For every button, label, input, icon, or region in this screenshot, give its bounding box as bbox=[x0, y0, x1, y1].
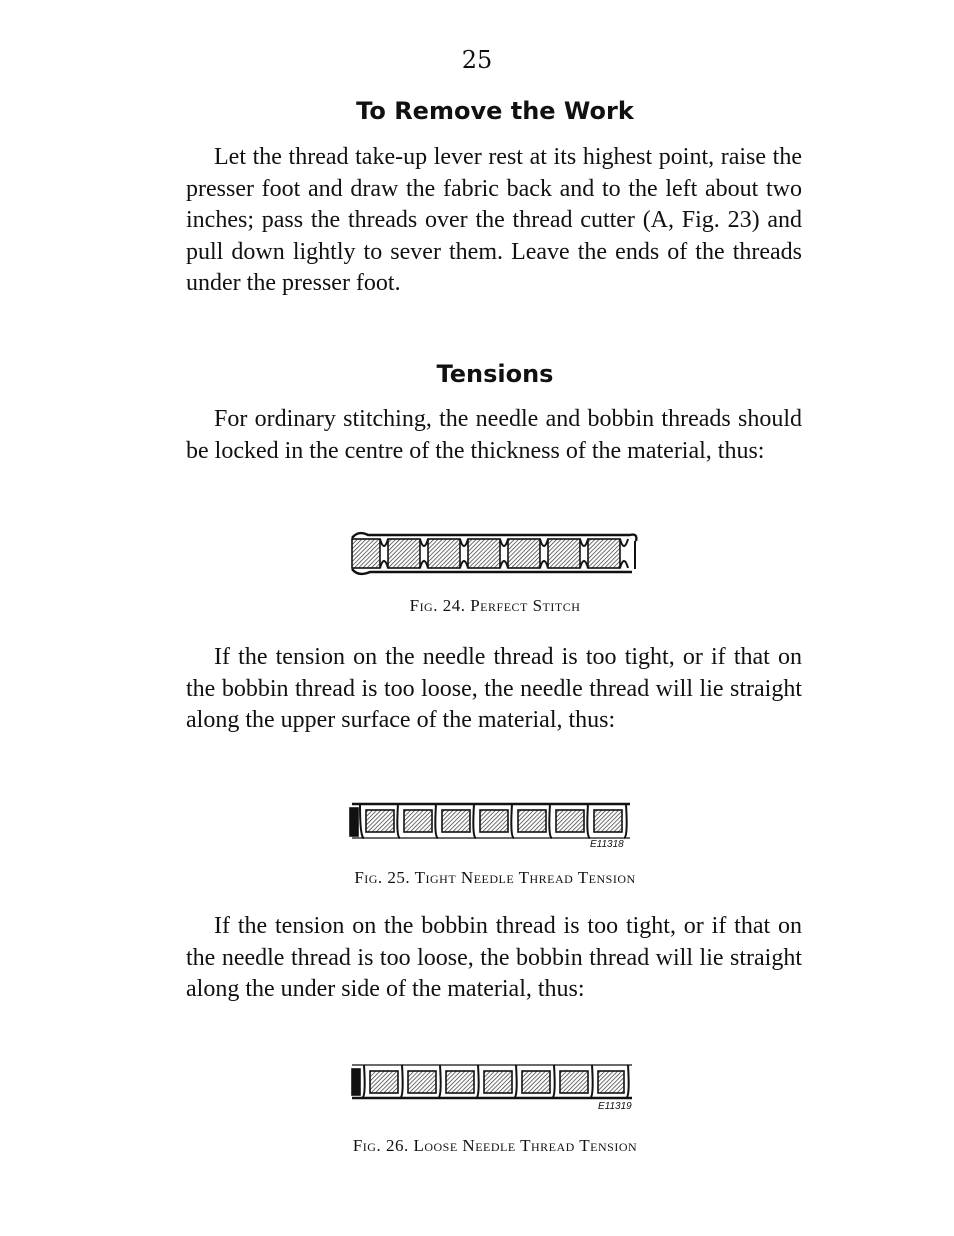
paragraph-tight-tension: If the tension on the needle thread is too tight, or if that on the bobbin thread is too loose, the needle thread will lie straight along the upper surface of the material, thus: bbox=[186, 644, 802, 733]
figure-24-caption: Fig. 24. Perfect Stitch bbox=[409, 596, 581, 615]
figure-26-caption: Fig. 26. Loose Needle Thread Tension bbox=[352, 1136, 638, 1155]
figure-25-caption: Fig. 25. Tight Needle Thread Tension bbox=[354, 868, 636, 887]
figure-26-code: E11319 bbox=[598, 1101, 632, 1112]
figure-perfect-stitch bbox=[348, 527, 640, 579]
page-number: 25 bbox=[461, 46, 493, 74]
paragraph-loose-tension: If the tension on the bobbin thread is too tight, or if that on the needle thread is too loose, the bobbin thread will lie straight along the under side of the material, thus: bbox=[186, 913, 802, 1002]
paragraph-tensions: For ordinary stitching, the needle and bobbin threads should be locked in the centre of the thickness of the material, thus: bbox=[186, 406, 802, 464]
figure-loose-tension bbox=[346, 1058, 638, 1108]
heading-remove-work: To Remove the Work bbox=[356, 97, 634, 125]
paragraph-remove-work: Let the thread take-up lever rest at its highest point, raise the presser foot and draw the fabric back and to the left about two inches; pass the threads over the thread cutter (A, Fig. 23) and pull down lightly to sever them. Leave the ends of the threads under the presser foot. bbox=[186, 144, 802, 296]
heading-tensions: Tensions bbox=[436, 360, 554, 388]
figure-25-code: E11318 bbox=[590, 839, 624, 850]
